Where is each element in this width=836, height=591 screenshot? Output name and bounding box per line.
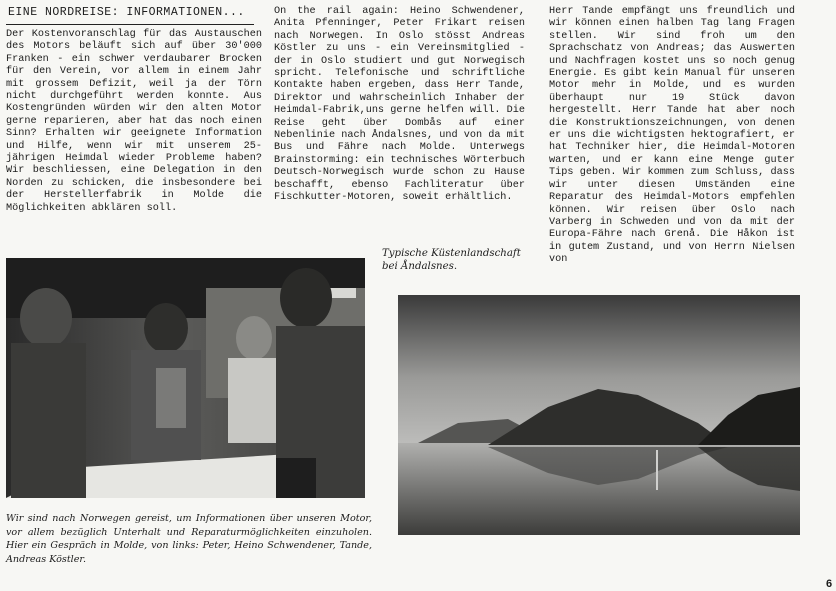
body-column-3: Herr Tande empfängt uns freundlich und wir können einen halben Tag lang Fragen stellen. Wir sind froh um den Sprachschatz von Andreas; das Auswerten und Nachfragen kostet uns so noch genug Energie. Es gibt kein Manual für unseren Motor mehr in Molde, und es wurden überhaupt nur 19 Stück davon hergestellt. Herr Tande hat aber noch die Konstruktionszeichnungen, von denen er uns die wichtigsten hektografiert, er hat Techniker hier, die Heimdal-Motoren warten, und er kann eine Menge guter Tips geben. Wir kommen zum Schluss, dass wir unter diesen Umständen eine Reparatur des Heimdal-Motors empfehlen können. Wir reisen über Oslo nach Varberg in Schweden und von da mit der Europa-Fähre nach Grenå. Die Håkon ist in gutem Zustand, und von Herrn Nielsen von xyxy=(549,6,795,266)
page-number: 6 xyxy=(826,578,833,590)
body-column-2: On the rail again: Heino Schwendener, Anita Pfenninger, Peter Frikart reisen nach Norwegen. In Oslo stösst Andreas Köstler zu uns - ein Vereinsmitglied - der in Oslo studiert und gut Norwegisch spricht. Telefonische und schriftliche Kontakte haben ergeben, dass Herr Tande, Direktor und wahrscheinlich Inhaber der Heimdal-Fabrik,uns gerne helfen will. Die Reise geht über Dombås auf einer Nebenlinie nach Åndalsnes, und von da mit Bus und Fähre nach Molde. Unterwegs Brainstorming: ein technisches Wörterbuch Deutsch-Norwegisch wurde schon zu Hause beschafft, ebenso Fachliteratur über Fischkutter-Motoren, soweit erhältlich. xyxy=(274,6,525,204)
landscape-photo xyxy=(398,295,800,535)
landscape-caption: Typische Küstenlandschaft bei Åndalsnes. xyxy=(382,248,521,272)
body-column-1: Der Kostenvoranschlag für das Austauschen des Motors beläuft sich auf über 30'000 Franken - ein schwer verdaubarer Brocken für den Verein, vor allem in einem Jahr mit grossem Defizit, weil ja der Törn nicht durchgeführt werden konnte. Aus Kostengründen würden wir den alten Motor gerne reparieren, aber hat das noch einen Sinn? Erhalten wir geeignete Information und Hilfe, wenn wir mit unserem 25-jährigen Heimdal wieder Probleme haben? Wir beschliessen, eine Delegation in den Norden zu schicken, die insbesondere bei der Herstellerfabrik in Molde die Möglichkeiten abklären soll. xyxy=(6,29,262,214)
article-heading: EINE NORDREISE: INFORMATIONEN... xyxy=(8,6,245,19)
meeting-photo xyxy=(6,258,365,498)
heading-underline xyxy=(6,24,254,25)
meeting-caption: Wir sind nach Norwegen gereist, um Informationen über unseren Motor, vor allem bezüglich Unterhalt und Reparaturmöglichkeiten einzuholen. Hier ein Gespräch in Molde, von links: Peter, Heino Schwendener, Tande, Andreas Köstler. xyxy=(6,513,372,565)
